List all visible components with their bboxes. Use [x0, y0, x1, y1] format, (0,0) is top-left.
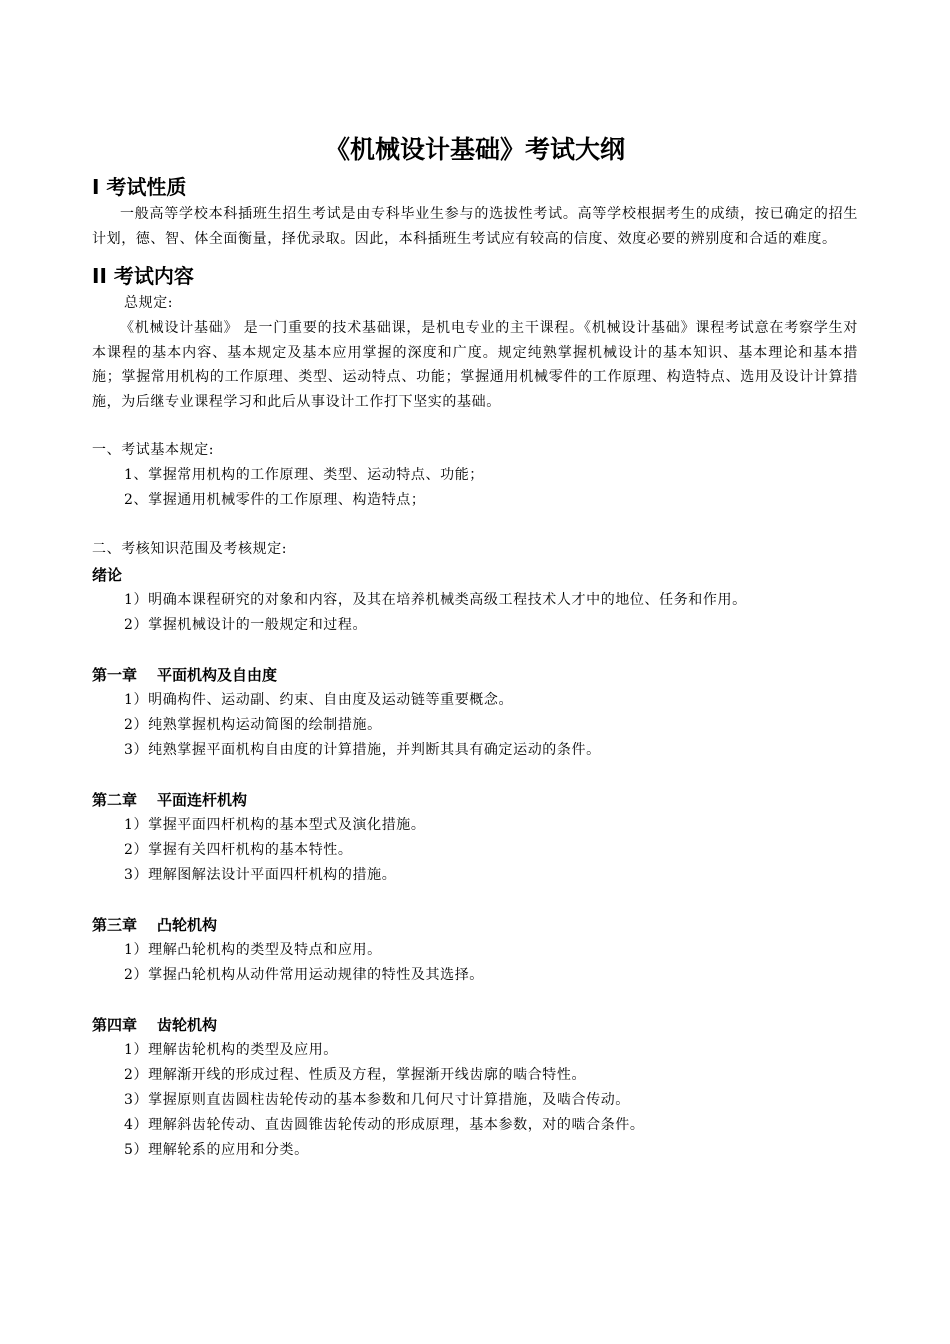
chapter-item: 5）理解轮系的应用和分类。: [124, 1142, 309, 1158]
chapter-item: 3）理解图解法设计平面四杆机构的措施。: [124, 867, 397, 883]
page-title: 《机械设计基础》考试大纲: [324, 135, 625, 164]
chapter-item: 2）掌握有关四杆机构的基本特性。: [124, 842, 353, 858]
chapter-item: 2）理解渐开线的形成过程、性质及方程，掌握渐开线齿廓的啮合特性。: [124, 1067, 587, 1083]
chapter-heading-2: [92, 787, 858, 813]
scope-heading: 二、考核知识范围及考核规定:: [92, 541, 288, 557]
chapter-item: 4）理解斜齿轮传动、直齿圆锥齿轮传动的形成原理，基本参数，对的啮合条件。: [124, 1117, 645, 1133]
chapter-item: 2）掌握机械设计的一般规定和过程。: [124, 617, 368, 633]
chapter-title: 平面机构及自由度: [157, 666, 278, 684]
chapter-heading-3: [92, 912, 858, 938]
chapter-heading-4: [92, 1012, 858, 1038]
basic-rules-heading: 一、考试基本规定:: [92, 442, 215, 458]
chapter-item: 2）掌握凸轮机构从动件常用运动规律的特性及其选择。: [124, 967, 484, 983]
chapter-name: 第一章: [92, 666, 138, 684]
chapter-item: 1）明确构件、运动副、约束、自由度及运动链等重要概念。: [124, 692, 514, 708]
chapter-item: 1）明确本课程研究的对象和内容，及其在培养机械类高级工程技术人才中的地位、任务和作用。: [124, 592, 747, 608]
general-rules-paragraph: 《机械设计基础》 是一门重要的技术基础课，是机电专业的主干课程。《机械设计基础》课程考试意在考察学生对本课程的基本内容、基本规定及基本应用掌握的深度和广度。规定纯熟掌握机械设计的基本知识、基本理论和基本措施；掌握常用机构的工作原理、类型、运动特点、功能；掌握通用机械零件的工作原理、构造特点、选用及设计计算措施，为后继专业课程学习和此后从事设计工作打下坚实的基础。: [92, 320, 858, 410]
chapter-item: 2）纯熟掌握机构运动简图的绘制措施。: [124, 717, 382, 733]
chapter-title: 平面连杆机构: [157, 791, 248, 809]
basic-rule-item: 2、掌握通用机械零件的工作原理、构造特点；: [124, 492, 426, 508]
chapter-heading-intro: [92, 562, 858, 588]
general-rules-label: 总规定:: [124, 295, 174, 311]
chapter-item: 1）理解凸轮机构的类型及特点和应用。: [124, 942, 382, 958]
chapter-title: 凸轮机构: [157, 916, 218, 934]
document-page: [92, 128, 858, 1163]
section-heading-content: II 考试内容: [92, 264, 194, 288]
chapter-name: 第四章: [92, 1016, 138, 1034]
chapter-heading-1: [92, 662, 858, 688]
chapter-item: 3）掌握原则直齿圆柱齿轮传动的基本参数和几何尺寸计算措施，及啮合传动。: [124, 1092, 630, 1108]
chapter-name: 第三章: [92, 916, 138, 934]
chapter-title: 齿轮机构: [157, 1016, 218, 1034]
chapter-item: 1）理解齿轮机构的类型及应用。: [124, 1042, 338, 1058]
chapter-item: 1）掌握平面四杆机构的基本型式及演化措施。: [124, 817, 426, 833]
basic-rule-item: 1、掌握常用机构的工作原理、类型、运动特点、功能；: [124, 467, 484, 483]
nature-paragraph: 一般高等学校本科插班生招生考试是由专科毕业生参与的选拔性考试。高等学校根据考生的成绩，按已确定的招生计划，德、智、体全面衡量，择优录取。因此，本科插班生考试应有较高的信度、效度必要的辨别度和合适的难度。: [92, 206, 858, 247]
chapter-name: 第二章: [92, 791, 138, 809]
section-heading-nature: I 考试性质: [92, 175, 187, 199]
chapter-name: 绪论: [92, 566, 123, 584]
chapter-item: 3）纯熟掌握平面机构自由度的计算措施，并判断其具有确定运动的条件。: [124, 742, 601, 758]
